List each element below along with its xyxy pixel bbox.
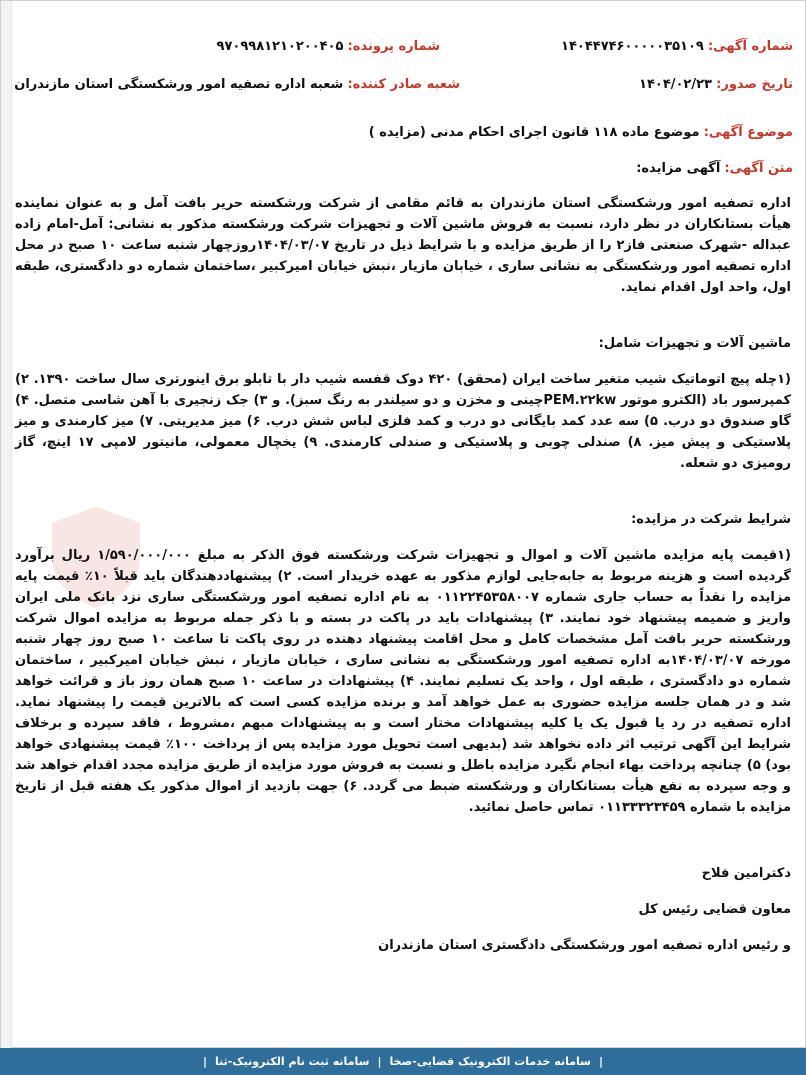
subject: موضوع ماده ۱۱۸ قانون اجرای احکام مدنی (مزایده ) — [368, 125, 700, 140]
notice-text-title: آگهی مزایده: — [636, 161, 721, 176]
signature-name: دکترامین فلاح — [701, 866, 791, 881]
notice-text-label: متن آگهی: — [724, 161, 793, 176]
issue-date-label: تاریخ صدور: — [716, 77, 793, 92]
issue-date: ۱۴۰۴/۰۲/۲۳ — [639, 77, 712, 92]
file-number: ۹۷۰۹۹۸۱۲۱۰۲۰۰۴۰۵ — [216, 39, 344, 54]
file-number-row — [217, 39, 440, 54]
machinery-heading: ماشین آلات و تجهیزات شامل: — [598, 336, 791, 351]
footer-link-sana[interactable]: سامانه ثبت نام الکترونیک-ثنا — [215, 1055, 370, 1068]
footer-link-sakha[interactable]: سامانه خدمات الکترونیک قضایی-صخا — [389, 1055, 591, 1068]
footer-separator: | — [202, 1055, 208, 1068]
intro-paragraph: اداره تصفیه امور ورشکستگی استان مازندران به قائم مقامی از شرکت ورشکسته حریر بافت آمل و به عنوان نماینده هیأت بستانکاران در نظر دارد، نسبت به فروش ماشین آلات و تجهیزات شرکت ورشکسته مذکور به نشانی: آمل-امام زاده عبداله -شهرک صنعتی فاز۲ را از طریق مزایده و با شرایط ذیل در تاریخ ۱۴۰۴/۰۳/۰۷روزچهار شنبه ساعت ۱۰ صبح در محل اداره تصفیه امور ورشکستگی به نشانی ساری ، خیابان مازیار ،نبش خیابان امیرکبیر ،ساختمان شماره دو دادگستری، طبقه اول، واحد اول اقدام نماید. — [15, 196, 791, 295]
issuer-row — [14, 77, 460, 92]
issuer-label: شعبه صادر کننده: — [347, 77, 460, 92]
conditions-paragraph: (۱قیمت پایه مزایده ماشین آلات و اموال و تجهیزات شرکت ورشکسته فوق الذکر به مبلغ ۱/۵۹۰/۰۰۰/۰۰۰ ریال برآورد گردیده است و هزینه مربوط به جابه‌جایی لوازم مذکور به عهده خریدار است. ۲) پیشنهاددهندگان باید قبلاً ۱۰٪ قیمت پایه مزایده را نقداً به حساب جاری شماره ۰۱۱۲۲۴۵۳۵۸۰۰۷ به نام اداره تصفیه امور ورشکستگی ساری نزد بانک ملی ایران واریز و ضمیمه پیشنهاد خود نمایند. ۳) پیشنهادات باید در پاکت در بسته و با ذکر جمله مربوط به مزایده اموال شرکت ورشکسته حریر بافت آمل مشخصات کامل و محل اقامت پیشنهاد دهنده در روی پاکت تا ساعت ۱۰ صبح روز چهار شنبه مورخه ۱۴۰۴/۰۳/۰۷به اداره تصفیه امور ورشکستگی به نشانی ساری ، خیابان مازیار ، نبش خیابان امیرکبیر ، ساختمان شماره دو دادگستری ، طبقه اول ، واحد یک تسلیم نمایند. ۴) پیشنهادات در ساعت ۱۰ صبح همان روز باز و قرائت خواهد شد و در همان جلسه مزایده حضوری به عمل خواهد آمد و برنده مزایده کسی است که بالاترین قیمت را پیشنهاد نماید. اداره تصفیه در رد یا قبول یک یا کلیه پیشنهادات مختار است و به پیشنهادات مبهم ،مشروط ، فاقد سپرده و برخلاف شرایط این آگهی ترتیب اثر داده نخواهد شد (بدیهی است تحویل مورد مزایده پس از پرداخت ۱۰۰٪ قیمت پیشنهادی خواهد بود) ۵) چنانچه پرداخت بهاء انجام نگیرد مزایده باطل و نسبت به فروش مورد مزایده از طریق مزایده مجدد اقدام خواهد شد و وجه سپرده به نفع هیأت بستانکاران و ورشکسته ضبط می گردد. ۶) جهت بازدید از اموال مذکور یک هفته قبل از تاریخ مزایده با شماره ۰۱۱۳۳۳۲۳۴۵۹ تماس حاصل نمائید. — [15, 548, 791, 815]
notice-text-row — [636, 161, 793, 176]
signature-title-2: و رئیس اداره تصفیه امور ورشکستگی دادگستری استان مازندران — [378, 938, 791, 953]
signature-title-1: معاون قضایی رئیس کل — [638, 902, 791, 917]
footer-separator: | — [377, 1055, 382, 1068]
footer-bar — [0, 1048, 806, 1075]
issue-date-row — [639, 77, 793, 92]
notice-number-row — [561, 39, 793, 54]
notice-number: ۱۴۰۴۴۷۴۶۰۰۰۰۰۳۵۱۰۹ — [561, 39, 704, 54]
conditions-heading: شرایط شرکت در مزایده: — [631, 512, 791, 527]
issuer: شعبه اداره تصفیه امور ورشکستگی استان مازندران — [14, 77, 344, 92]
subject-label: موضوع آگهی: — [703, 125, 793, 140]
machinery-paragraph: (۱چله پیچ اتوماتیک شیب متغیر ساخت ایران (محقق) ۴۲۰ دوک قفسه شیب دار با تابلو برق اینورتری سال ساخت ۱۳۹۰. ۲) کمپرسور باد (الکترو موتور PEM.۲۲kwچینی و مخزن و دو سیلندر به رنگ سبز). و ۳) جک زنجیری با آهن شاسی متصل. ۴) گاو صندوق دو درب. ۵) سه عدد کمد بایگانی دو درب و کمد فلزی لباس شش درب. ۶) میز مدیریتی. ۷) میز کارمندی و میز پلاستیکی و پیش میز. ۸) صندلی چوبی و پلاستیکی و صندلی کارمندی. ۹) یخچال معمولی، مانیتور لامپی ۱۷ اینچ، گاز رومیزی دو شعله. — [15, 372, 791, 471]
footer-separator: | — [598, 1055, 604, 1068]
scrollbar[interactable] — [1, 1, 12, 1049]
subject-row — [369, 125, 793, 140]
file-number-label: شماره پرونده: — [347, 39, 440, 54]
notice-number-label: شماره آگهی: — [707, 39, 793, 54]
